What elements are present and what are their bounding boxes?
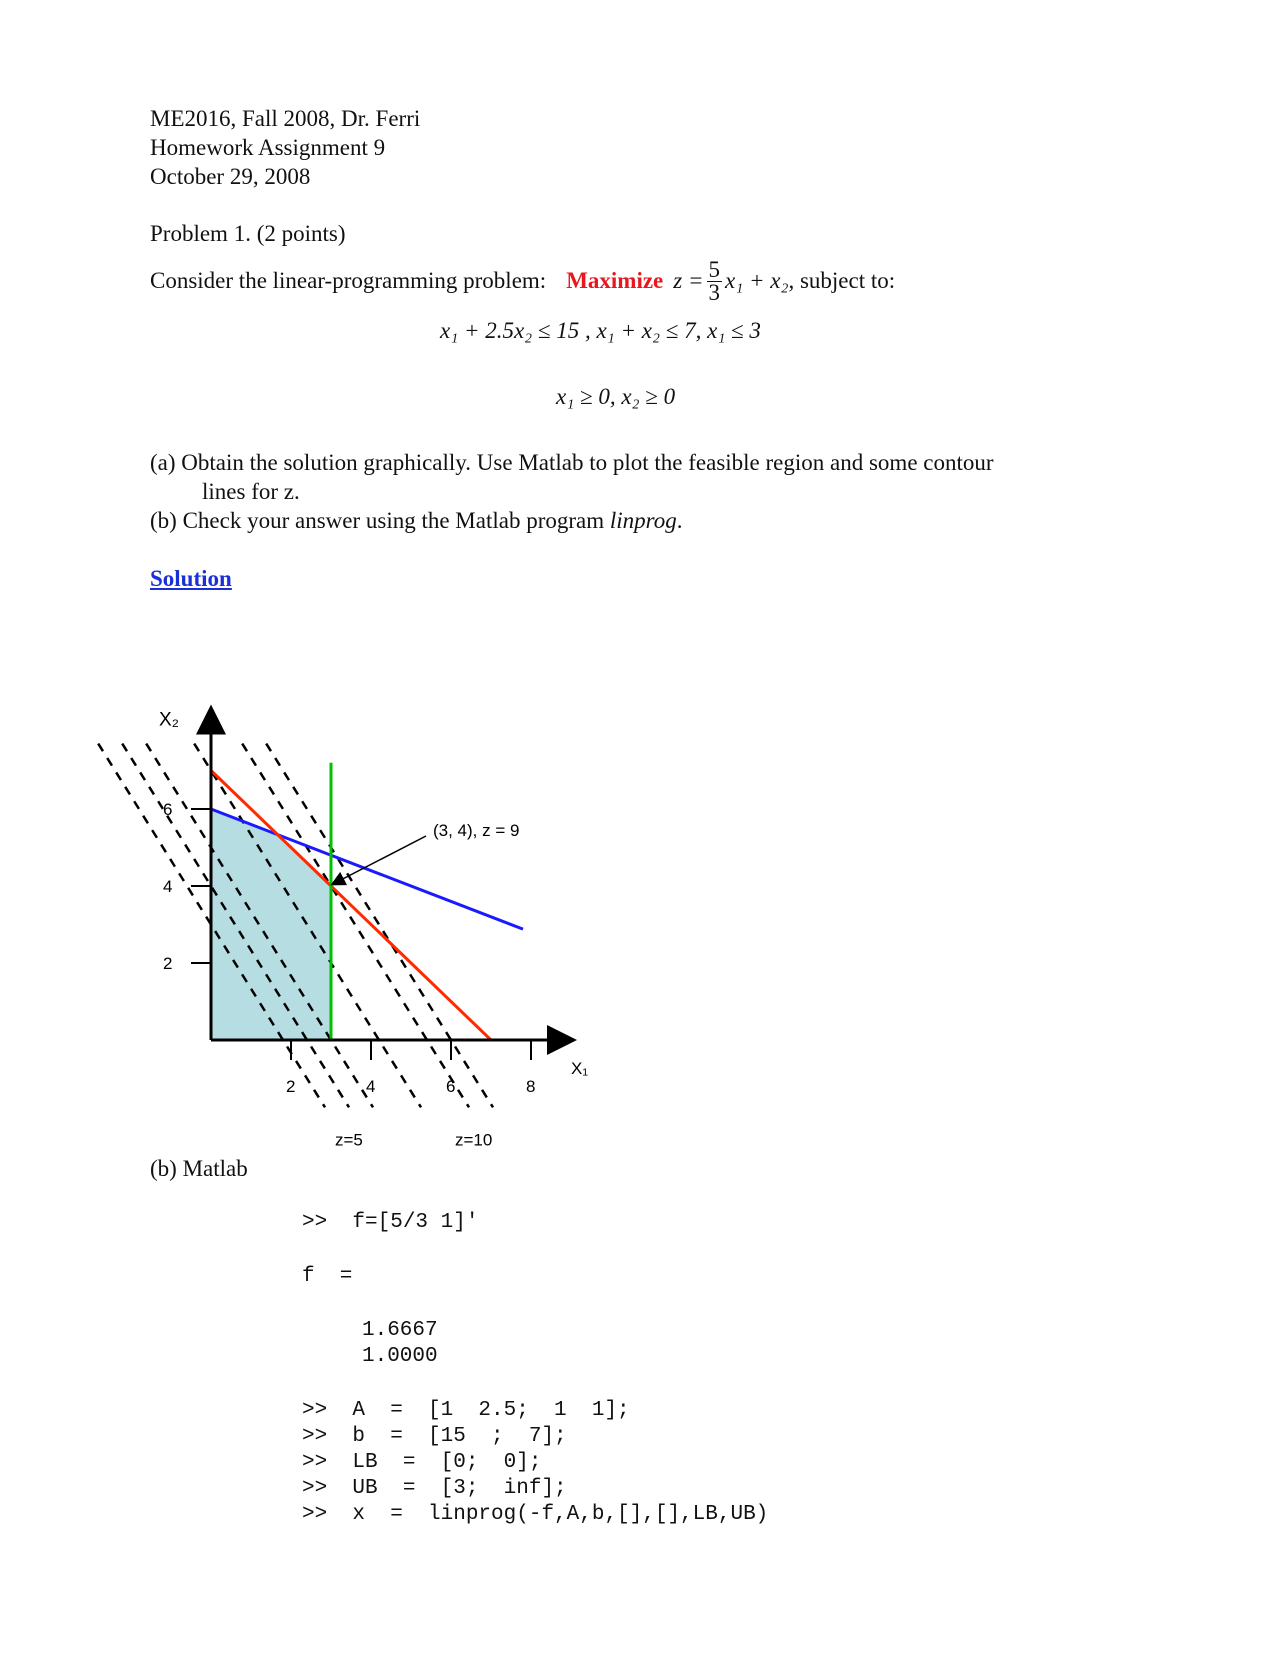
matlab-output-value-2: 1.0000	[362, 1345, 438, 1368]
matlab-output-label: f =	[302, 1265, 353, 1288]
optimum-annotation: (3, 4), z = 9	[433, 821, 520, 840]
y-axis-label: X₂	[159, 709, 180, 731]
matlab-output-value-1: 1.6667	[362, 1319, 438, 1342]
fraction-numerator: 5	[708, 256, 721, 282]
feasible-region	[211, 809, 331, 1040]
x-axis-label: X₁	[571, 1059, 589, 1078]
x-tick-label-8: 8	[526, 1077, 536, 1096]
matlab-cmd-linprog: >> x = linprog(-f,A,b,[],[],LB,UB)	[302, 1503, 769, 1526]
matlab-cmd-A: >> A = [1 2.5; 1 1];	[302, 1399, 630, 1422]
matlab-cmd-UB: >> UB = [3; inf];	[302, 1477, 567, 1500]
maximize-label: Maximize	[566, 268, 664, 293]
x-tick-label-2: 2	[286, 1077, 296, 1096]
part-b-prefix: (b) Check your answer using the Matlab program	[150, 508, 610, 533]
course-line: ME2016, Fall 2008, Dr. Ferri	[150, 106, 421, 131]
part-b-suffix: .	[676, 508, 683, 533]
constraints-line-2: x₁ ≥ 0, x₂ ≥ 0	[556, 384, 676, 409]
matlab-cmd-b: >> b = [15 ; 7];	[302, 1425, 567, 1448]
subject-to-text: , subject to:	[788, 268, 896, 293]
problem-title: Problem 1. (2 points)	[150, 221, 346, 246]
contour-label-3: z=5	[335, 1130, 363, 1150]
constraints-line-1: x₁ + 2.5x₂ ≤ 15 , x₁ + x₂ ≤ 7, x₁ ≤ 3	[440, 318, 761, 343]
fraction-denominator: 3	[708, 279, 721, 305]
matlab-cmd-LB: >> LB = [0; 0];	[302, 1451, 542, 1474]
part-b-program: linprog	[609, 508, 677, 533]
y-tick-label-4: 4	[163, 877, 173, 896]
problem-intro: Consider the linear-programming problem:	[150, 268, 547, 293]
objective-lhs: z =	[673, 268, 704, 293]
y-tick-label-2: 2	[163, 954, 173, 973]
matlab-heading: (b) Matlab	[150, 1156, 248, 1181]
assignment-line: Homework Assignment 9	[150, 135, 386, 160]
x-tick-label-4: 4	[366, 1077, 376, 1096]
part-a-line-2: lines for z.	[202, 479, 300, 504]
date-line: October 29, 2008	[150, 164, 311, 189]
part-a-line-1: (a) Obtain the solution graphically. Use Matlab to plot the feasible region and some contour	[150, 450, 994, 475]
objective-rhs: x₁ + x₂	[725, 268, 789, 293]
solution-link[interactable]: Solution	[150, 566, 232, 591]
x-tick-label-6: 6	[446, 1077, 456, 1096]
contour-label-6: z=10	[455, 1130, 493, 1150]
matlab-cmd-f: >> f=[5/3 1]'	[302, 1211, 479, 1234]
y-tick-label-6: 6	[163, 800, 173, 819]
